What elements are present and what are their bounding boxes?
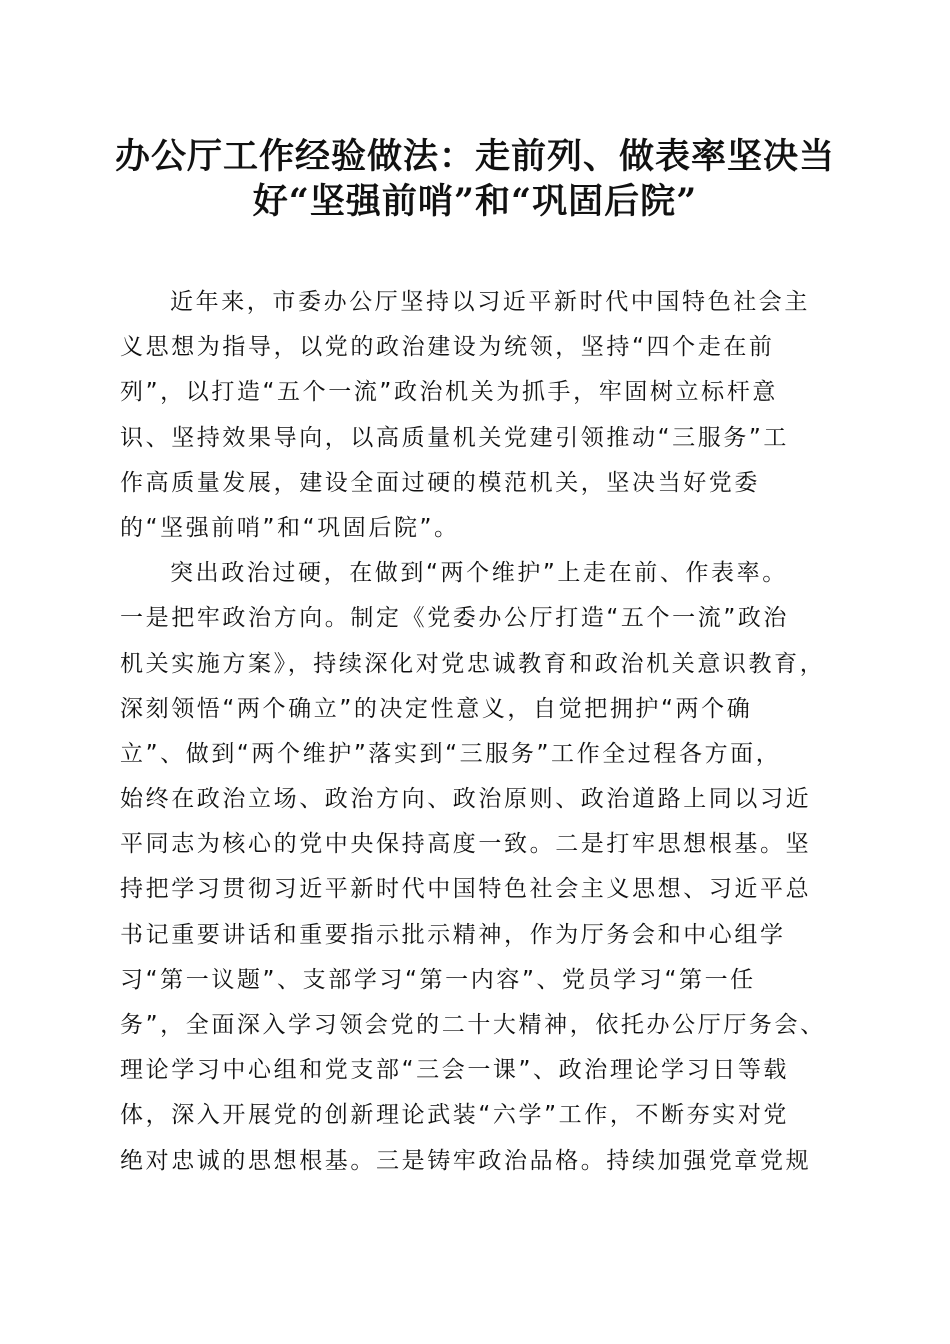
text-line: 一是把牢政治方向。制定《党委办公厅打造“五个一流”政治 [120,605,790,632]
title-line-2: 好“坚强前哨”和“巩固后院” [252,181,698,222]
text-line: 持把学习贯彻习近平新时代中国特色社会主义思想、习近平总 [120,876,812,903]
text-line: 立”、做到“两个维护”落实到“三服务”工作全过程各方面， [120,740,782,767]
text-line: 列”，以打造“五个一流”政治机关为抓手，牢固树立标杆意 [120,379,778,406]
paragraph-2 [120,551,832,1184]
text-line: 体，深入开展党的创新理论武装“六学”工作，不断夯实对党 [120,1102,790,1129]
text-line: 义思想为指导，以党的政治建设为统领，坚持“四个走在前 [120,334,775,361]
text-line: 识、坚持效果导向，以高质量机关党建引领推动“三服务”工 [120,424,790,451]
document-body [120,280,832,1184]
text-line: 绝对忠诚的思想根基。三是铸牢政治品格。持续加强党章党规 [120,1147,812,1174]
text-line: 习“第一议题”、支部学习“第一内容”、党员学习“第一任 [120,966,756,993]
text-line: 突出政治过硬，在做到“两个维护”上走在前、作表率。 [170,560,788,587]
paragraph-1 [120,280,832,551]
document-title [100,134,850,224]
title-line-1: 办公厅工作经验做法：走前列、做表率坚决当 [114,136,835,177]
text-line: 机关实施方案》，持续深化对党忠诚教育和政治机关意识教育， [120,650,826,677]
text-line: 的“坚强前哨”和“巩固后院”。 [120,514,460,541]
text-line: 书记重要讲话和重要指示批示精神，作为厅务会和中心组学 [120,921,786,948]
text-line: 理论学习中心组和党支部“三会一课”、政治理论学习日等载 [120,1057,790,1084]
text-line: 平同志为核心的党中央保持高度一致。二是打牢思想根基。坚 [120,831,812,858]
text-line: 深刻领悟“两个确立”的决定性意义，自觉把拥护“两个确 [120,695,753,722]
text-line: 始终在政治立场、政治方向、政治原则、政治道路上同以习近 [120,786,812,813]
text-line: 务”，全面深入学习领会党的二十大精神，依托办公厅厅务会、 [120,1012,826,1038]
text-line: 近年来，市委办公厅坚持以习近平新时代中国特色社会主 [170,289,810,315]
text-line: 作高质量发展，建设全面过硬的模范机关，坚决当好党委 [120,469,760,496]
